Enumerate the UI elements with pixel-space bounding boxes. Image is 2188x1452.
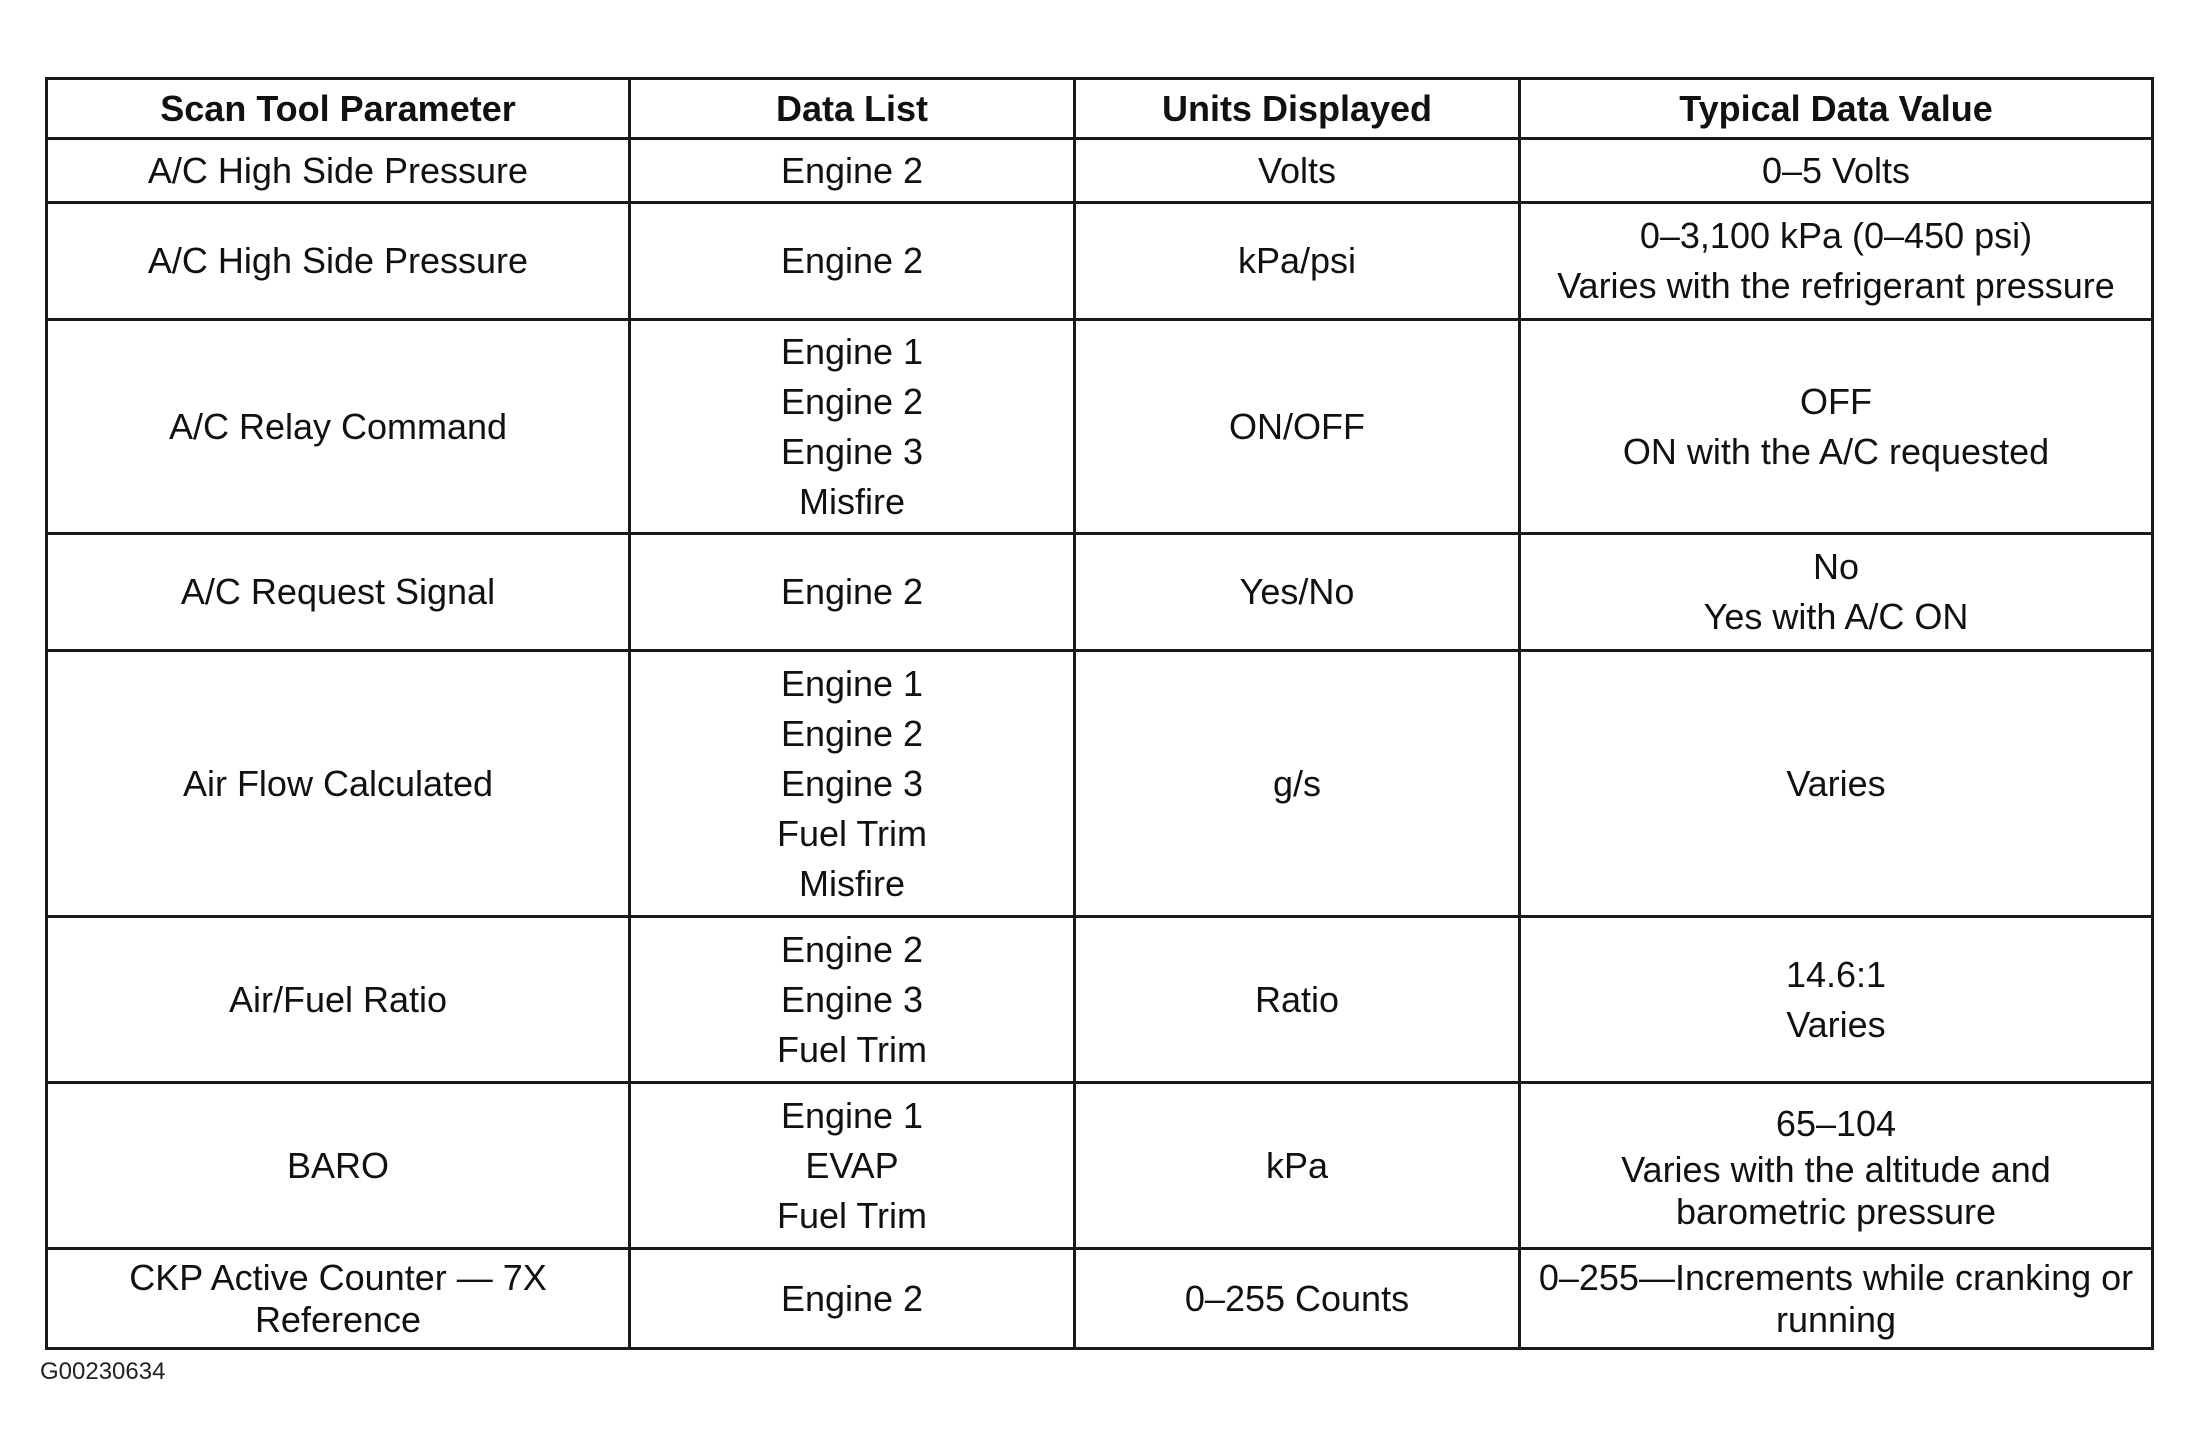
cell-text: A/C High Side Pressure	[147, 240, 529, 281]
figure-id: G00230634	[40, 1358, 166, 1385]
cell-units	[1075, 1083, 1520, 1249]
scan-tool-data-table	[45, 77, 2154, 1350]
header-units-displayed: Units Displayed	[1075, 79, 1520, 139]
cell-data-list	[630, 651, 1075, 917]
cell-text: CKP Active Counter — 7X Reference	[129, 1256, 547, 1340]
cell-text: Engine 1	[780, 662, 924, 704]
cell-text: No	[1812, 546, 1860, 587]
cell-text: BARO	[286, 1144, 390, 1186]
table-row	[47, 534, 2153, 651]
cell-data-list	[630, 203, 1075, 320]
cell-text: Engine 2	[780, 1277, 924, 1319]
cell-parameter	[47, 139, 630, 203]
table-row	[47, 1249, 2153, 1349]
cell-parameter	[47, 1083, 630, 1249]
cell-parameter	[47, 651, 630, 917]
cell-text: Fuel Trim	[776, 812, 927, 854]
table-row	[47, 203, 2153, 320]
cell-units	[1075, 320, 1520, 534]
table-body	[47, 139, 2153, 1349]
cell-text: Engine 2	[780, 928, 924, 970]
cell-text: Air/Fuel Ratio	[228, 978, 448, 1020]
cell-text: Engine 2	[780, 712, 924, 754]
cell-units	[1075, 651, 1520, 917]
cell-text: A/C Relay Command	[168, 405, 508, 447]
cell-text: kPa/psi	[1237, 240, 1357, 281]
cell-text: 0–5 Volts	[1761, 149, 1911, 191]
table-row	[47, 320, 2153, 534]
cell-text: Engine 3	[780, 430, 924, 472]
cell-text: 14.6:1	[1785, 953, 1887, 995]
cell-text: 0–255 Counts	[1184, 1277, 1410, 1319]
cell-units	[1075, 1249, 1520, 1349]
cell-text: Varies	[1786, 762, 1886, 804]
cell-parameter	[47, 534, 630, 651]
cell-units	[1075, 139, 1520, 203]
cell-text: Misfire	[799, 480, 905, 522]
cell-data-list	[630, 1249, 1075, 1349]
cell-text: 0–3,100 kPa (0–450 psi)	[1639, 215, 2033, 256]
cell-text: Volts	[1257, 149, 1337, 191]
cell-typical-value	[1520, 1249, 2153, 1349]
cell-units	[1075, 917, 1520, 1083]
cell-text: Engine 3	[780, 978, 924, 1020]
table-row	[47, 1083, 2153, 1249]
cell-text: Misfire	[799, 862, 905, 904]
cell-typical-value	[1520, 203, 2153, 320]
cell-text: Fuel Trim	[776, 1194, 927, 1236]
cell-data-list	[630, 534, 1075, 651]
header-scan-tool-parameter: Scan Tool Parameter	[47, 79, 630, 139]
cell-text: kPa	[1265, 1144, 1329, 1186]
cell-text: Air Flow Calculated	[182, 762, 494, 804]
cell-typical-value	[1520, 1083, 2153, 1249]
cell-text: Engine 2	[780, 149, 924, 191]
cell-text: EVAP	[805, 1144, 899, 1186]
cell-parameter	[47, 1249, 630, 1349]
cell-text: Engine 2	[780, 571, 924, 612]
cell-text: g/s	[1272, 762, 1322, 804]
table-header-row	[47, 79, 2153, 139]
cell-text: 0–255—Increments while cranking or running	[1538, 1256, 2134, 1340]
cell-parameter	[47, 917, 630, 1083]
cell-typical-value	[1520, 917, 2153, 1083]
cell-text: Engine 3	[780, 762, 924, 804]
cell-parameter	[47, 203, 630, 320]
cell-typical-value	[1520, 534, 2153, 651]
cell-parameter	[47, 320, 630, 534]
cell-text: Engine 1	[780, 1094, 924, 1136]
cell-text: OFF	[1800, 380, 1872, 422]
cell-text: ON/OFF	[1229, 405, 1365, 447]
cell-text: Yes/No	[1239, 571, 1355, 612]
cell-text: A/C Request Signal	[180, 571, 496, 612]
table-row	[47, 651, 2153, 917]
cell-data-list	[630, 917, 1075, 1083]
cell-units	[1075, 203, 1520, 320]
cell-typical-value	[1520, 320, 2153, 534]
cell-typical-value	[1520, 651, 2153, 917]
cell-text: Varies with the altitude and barometric pressure	[1621, 1148, 2051, 1232]
header-data-list: Data List	[630, 79, 1075, 139]
cell-data-list	[630, 139, 1075, 203]
cell-text: A/C High Side Pressure	[147, 149, 529, 191]
cell-text: Varies with the refrigerant pressure	[1557, 265, 2115, 306]
cell-units	[1075, 534, 1520, 651]
cell-text: Engine 2	[780, 240, 924, 281]
cell-text: ON with the A/C requested	[1622, 430, 2050, 472]
cell-text: Yes with A/C ON	[1703, 596, 1969, 637]
cell-text: Fuel Trim	[776, 1028, 927, 1070]
table-row	[47, 917, 2153, 1083]
cell-data-list	[630, 320, 1075, 534]
cell-text: 65–104	[1775, 1102, 1897, 1144]
header-typical-data-value: Typical Data Value	[1520, 79, 2153, 139]
cell-text: Engine 1	[780, 330, 924, 372]
table-row	[47, 139, 2153, 203]
cell-text: Engine 2	[780, 380, 924, 422]
cell-typical-value	[1520, 139, 2153, 203]
cell-text: Varies	[1786, 1003, 1886, 1045]
cell-data-list	[630, 1083, 1075, 1249]
cell-text: Ratio	[1254, 978, 1340, 1020]
